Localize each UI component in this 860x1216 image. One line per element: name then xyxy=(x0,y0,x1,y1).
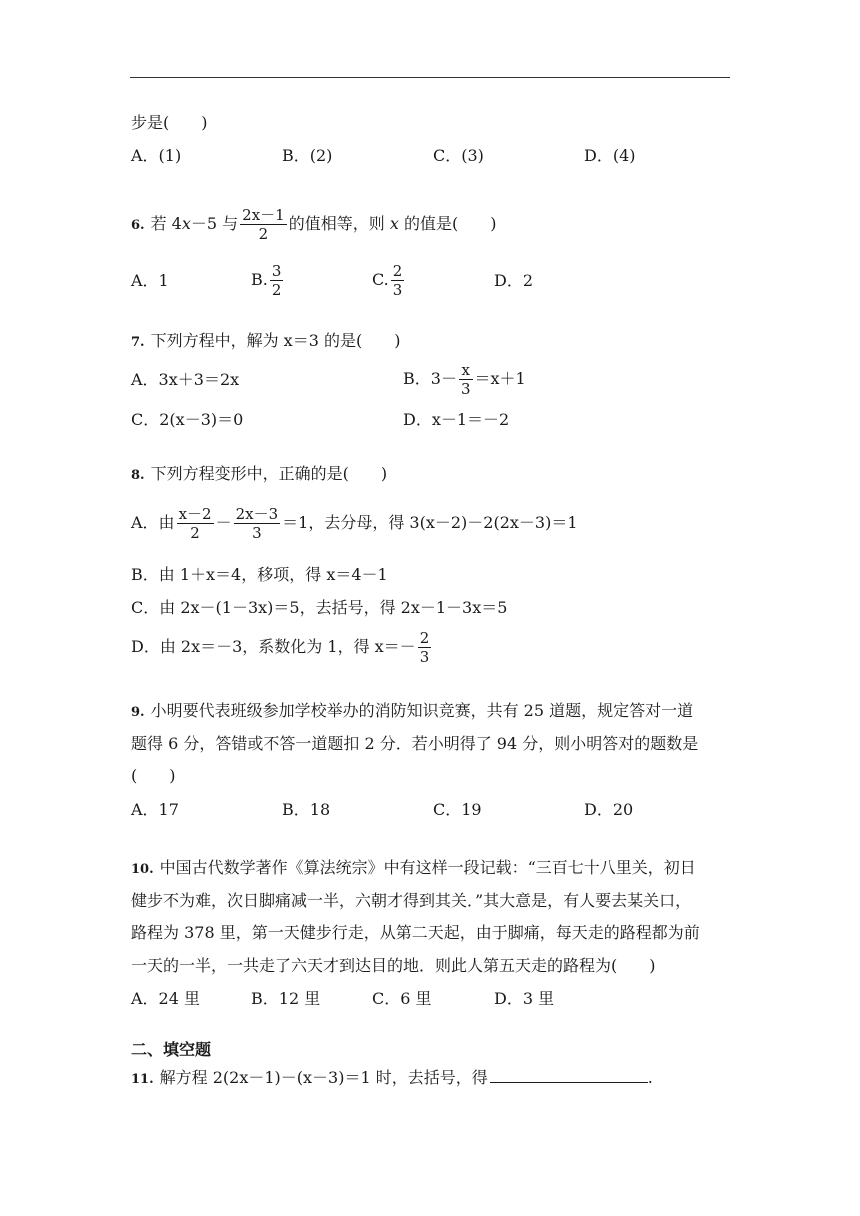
q9-option-a: A．17 xyxy=(131,800,179,819)
q5-option-a: A．(1) xyxy=(131,146,182,165)
question-number: 9. xyxy=(131,705,145,720)
question-number: 8. xyxy=(131,468,145,483)
q9-option-b: B．18 xyxy=(282,800,331,819)
question-number: 11. xyxy=(131,1072,154,1087)
header-rule xyxy=(130,77,730,78)
section-title: 二、填空题 xyxy=(131,1040,212,1059)
q10-line-1: 10. 中国古代数学著作《算法统宗》中有这样一段记载：“三百七十八里关，初日 xyxy=(131,858,696,877)
q8-option-c: C．由 2x－(1－3x)＝5，去括号，得 2x－1－3x＝5 xyxy=(131,598,508,617)
question-number: 7. xyxy=(131,335,145,350)
question-number: 6. xyxy=(131,218,145,233)
q6-stem: 6. 若 4x－5 与 $\frac{2x-1}{2}$ 的值相等，则 x 的值是( ) xyxy=(131,206,497,243)
q10-line-4: 一天的一半，一共走了六天才到达目的地．则此人第五天走的路程为( ) xyxy=(131,956,656,975)
fraction: $\frac{2x-1}{2}$ xyxy=(242,206,285,243)
q10-option-d: D．3 里 xyxy=(494,989,555,1008)
q6-option-b: B. $\frac{3}{2}$ xyxy=(251,262,282,299)
q5-option-c: C．(3) xyxy=(433,146,484,165)
q8-option-b: B．由 1＋x＝4，移项，得 x＝4－1 xyxy=(131,565,388,584)
q7-option-d: D．x－1＝－2 xyxy=(403,410,510,429)
q10-option-a: A．24 里 xyxy=(131,989,201,1008)
q7-option-a: A．3x＋3＝2x xyxy=(131,370,240,389)
question-number: 10. xyxy=(131,862,154,877)
q7-stem: 7. 下列方程中，解为 x＝3 的是( ) xyxy=(131,331,401,350)
q6-option-c: C. $\frac{2}{3}$ xyxy=(372,262,403,299)
q9-option-d: D．20 xyxy=(584,800,634,819)
q6-option-a: A．1 xyxy=(131,271,169,290)
q6-option-d: D．2 xyxy=(494,271,534,290)
q10-line-2: 健步不为难，次日脚痛减一半，六朝才得到其关．”其大意是，有人要去某关口， xyxy=(131,891,692,910)
q9-line-3: ( ) xyxy=(131,766,176,785)
q9-line-1: 9. 小明要代表班级参加学校举办的消防知识竞赛，共有 25 道题，规定答对一道 xyxy=(131,701,694,720)
q9-line-2: 题得 6 分，答错或不答一道题扣 2 分．若小明得了 94 分，则小明答对的题数是 xyxy=(131,734,699,753)
answer-blank[interactable] xyxy=(490,1066,648,1083)
q5-option-d: D．(4) xyxy=(584,146,636,165)
q10-option-b: B．12 里 xyxy=(251,989,321,1008)
q10-line-3: 路程为 378 里，第一天健步行走，从第二天起，由于脚痛，每天走的路程都为前 xyxy=(131,923,700,942)
q8-option-d: D．由 2x＝－3，系数化为 1，得 x＝－ $\frac{2}{3}$ xyxy=(131,629,430,666)
q8-stem: 8. 下列方程变形中，正确的是( ) xyxy=(131,464,388,483)
q8-option-a: A．由 $\frac{x-2}{2}$ － $\frac{2x-3}{3}$ ＝1，去分母，得 3(x－2)－2(2x－3)＝1 xyxy=(131,505,578,542)
q11-stem: 11. 解方程 2(2x－1)－(x－3)＝1 时，去括号，得 . xyxy=(131,1068,653,1087)
q10-option-c: C．6 里 xyxy=(372,989,432,1008)
q7-option-b: B．3－ $\frac{x}{3}$ ＝x＋1 xyxy=(403,361,526,398)
q5-continuation: 步是( ) xyxy=(131,113,208,132)
q5-option-b: B．(2) xyxy=(282,146,333,165)
q7-option-c: C．2(x－3)＝0 xyxy=(131,410,244,429)
q9-option-c: C．19 xyxy=(433,800,482,819)
